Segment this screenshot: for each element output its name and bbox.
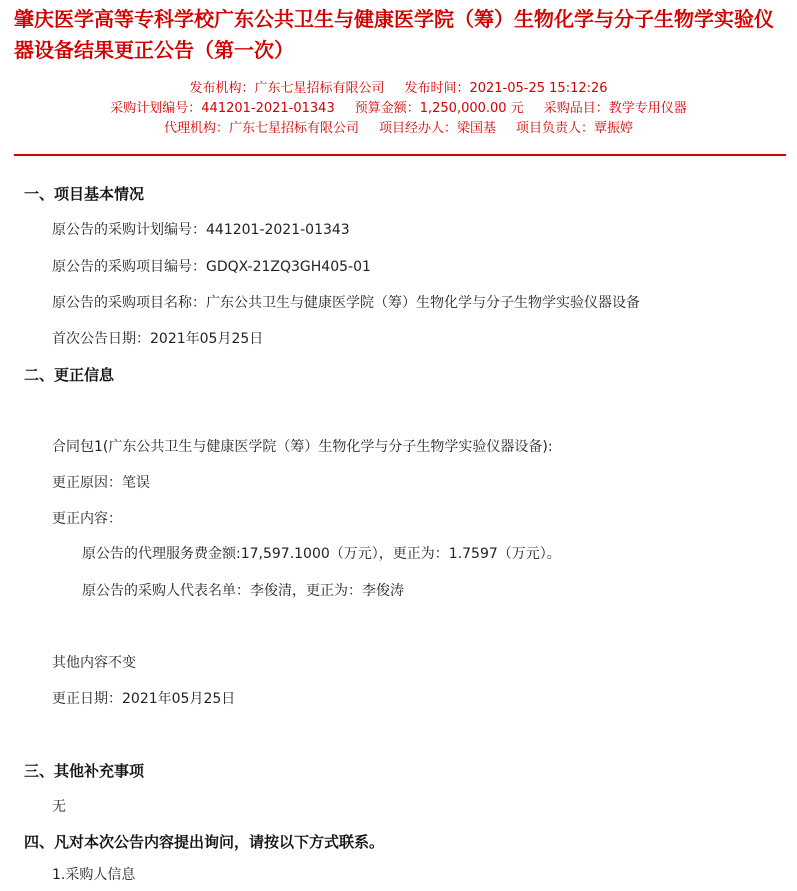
meta-row-3 — [0, 120, 797, 138]
section-4-heading: 四、凡对本次公告内容提出询问，请按以下方式联系。 — [24, 833, 385, 851]
contract-package: 合同包1(广东公共卫生与健康医学院（筹）生物化学与分子生物学实验仪器设备): — [52, 439, 553, 455]
publish-time: 发布时间：2021-05-25 15:12:26 — [404, 81, 608, 96]
meta-row-2 — [0, 100, 797, 118]
first-publish-date: 首次公告日期：2021年05月25日 — [52, 331, 264, 347]
other-unchanged: 其他内容不变 — [52, 655, 136, 671]
publisher: 发布机构：广东七星招标有限公司 — [189, 81, 385, 96]
supplement-text: 无 — [52, 799, 66, 815]
orig-project-number: 原公告的采购项目编号：GDQX-21ZQ3GH405-01 — [52, 259, 371, 275]
page-title: 肇庆医学高等专科学校广东公共卫生与健康医学院（筹）生物化学与分子生物学实验仪器设备结果更正公告（第一次） — [14, 7, 774, 62]
meta-row-1 — [0, 80, 797, 98]
orig-plan-number: 原公告的采购计划编号：441201-2021-01343 — [52, 222, 350, 238]
purchaser-info-label: 1.采购人信息 — [52, 867, 136, 883]
plan-number: 采购计划编号：441201-2021-01343 — [110, 101, 335, 116]
category: 采购品目：教学专用仪器 — [543, 101, 687, 116]
correction-content-label: 更正内容： — [52, 511, 122, 527]
correction-item-representative: 原公告的采购人代表名单：李俊清，更正为：李俊涛 — [82, 583, 404, 599]
section-3-heading: 三、其他补充事项 — [24, 762, 145, 780]
leader: 项目负责人：覃振婷 — [516, 121, 634, 136]
agency: 代理机构：广东七星招标有限公司 — [163, 121, 359, 136]
section-2-heading: 二、更正信息 — [24, 366, 115, 384]
title-divider — [14, 154, 786, 156]
orig-project-name: 原公告的采购项目名称：广东公共卫生与健康医学院（筹）生物化学与分子生物学实验仪器设备 — [52, 295, 640, 311]
section-1-heading: 一、项目基本情况 — [24, 185, 145, 203]
correction-date: 更正日期：2021年05月25日 — [52, 691, 236, 707]
budget: 预算金额：1,250,000.00 元 — [354, 101, 524, 116]
manager: 项目经办人：梁国基 — [378, 121, 496, 136]
correction-item-fee: 原公告的代理服务费金额:17,597.1000（万元），更正为：1.7597（万元）。 — [82, 546, 561, 562]
correction-reason: 更正原因：笔误 — [52, 475, 150, 491]
